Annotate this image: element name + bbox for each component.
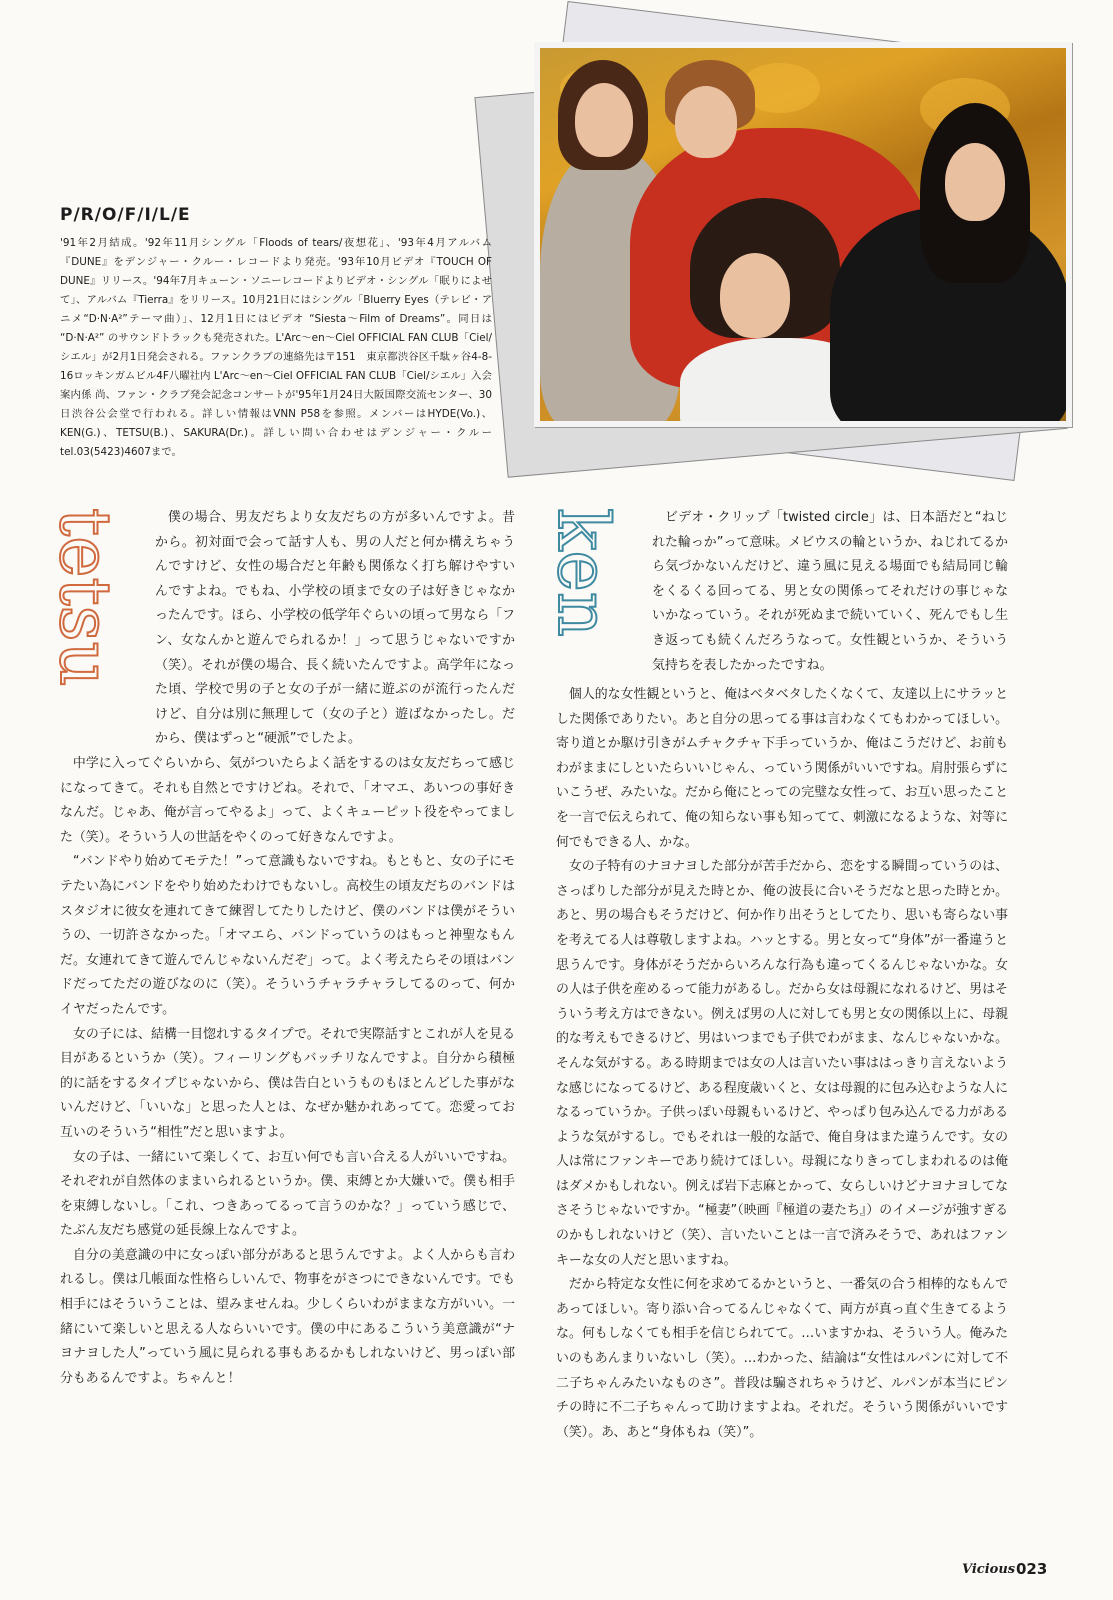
ken-paragraph-2: 女の子特有のナヨナヨした部分が苦手だから、恋をする瞬間っていうのは、さっぱりした部分が見えた時とか、俺の波長に合いそうだなと思った時とか。あと、男の場合もそうだけど、何か作り出そうとしてたり、思いも寄らない事を考えてる人は尊敬しますよね。ハッとする。男と女って“身体”が一番違うと思うんです。身体がそうだからいろんな行為も違ってくるんじゃないかな。女の人は子供を産めるって能力があるし。だから女は母親になれるけど、男はそういう考え方はできない。例えば男の人に対しても男と女の関係以上に、母親的な考えもできるけど、男はいつまでも子供でわがまま、なんじゃないかな。そんな気がする。ある時期までは女の人は言いたい事ははっきり言えないような感じになってるけど、ある程度歳いくと、女は母親的に包み込むような人になるっていうか。子供っぽい母親もいるけど、やっぱり包み込んでる力があるような気がするし。でもそれは一般的な話で、俺自身はまた違うんです。女の人は常にファンキーであり続けてほしい。母親になりきってしまわれるのは俺はダメかもしれない。例えば岩下志麻とかって、女らしいけどナヨナヨしてなさそうじゃないですか。“極妻”（映画『極道の妻たち』）のイメージが強すぎるのかもしれないけど（笑）、言いたいことは一言で済みそうで、あれはファンキーな女の人だと思いますね。 <box>556 859 1008 1268</box>
tetsu-article-body <box>60 752 515 1391</box>
tetsu-paragraph-5: 自分の美意識の中に女っぽい部分があると思うんですよ。よく人からも言われるし。僕は几帳面な性格らしいんで、物事をがさつにできないんです。でも相手にはそういうことは、望みませんね。少しくらいわがままな方がいい。一緒にいて楽しいと思える人ならいいです。僕の中にあるこういう美意識が“ナヨナヨした人”っていう風に見られる事もあるかもしれないけど、男っぽい部分もあるんですよ。ちゃんと！ <box>60 1247 515 1386</box>
ken-intro-column <box>652 506 1008 681</box>
ken-intro-paragraph: ビデオ・クリップ「twisted circle」は、日本語だと“ねじれた輪っか”って意味。メビウスの輪というか、ねじれてるから気づかないんだけど、違う風に見える場面でも結局同じ輪をくるくる回ってる、男と女の関係ってそれだけの事じゃないかなっていう。それが死ぬまで続いていく、死んでもし生き返っても続くんだろうなって。女性観というか、そういう気持ちを表したかったですね。 <box>652 510 1008 673</box>
tetsu-intro-column <box>155 506 515 749</box>
tetsu-paragraph-1: 中学に入ってぐらいから、気がついたらよく話をするのは女友だちって感じになってきて。それも自然とですけどね。それで、「オマエ、あいつの事好きなんだ。じゃあ、俺が言ってやるよ」って、よくキューピット役をやってました（笑）。そういう人の世話をやくのって好きなんですよ。 <box>60 756 515 845</box>
tetsu-paragraph-3: 女の子には、結構一目惚れするタイプで。それで実際話すとこれが人を見る目があるというか（笑）。フィーリングもバッチリなんですよ。自分から積極的に話をするタイプじゃないから、僕は告白というものもほとんどした事がないんだけど、「いいな」と思った人とは、なぜか魅かれあってて。恋愛ってお互いのそういう“相性”だと思いますよ。 <box>60 1026 515 1140</box>
profile-heading: P/R/O/F/I/L/E <box>60 205 191 225</box>
profile-body: '91年2月結成。'92年11月シングル「Floods of tears/夜想花」、'93年4月アルバム『DUNE』をデンジャー・クルー・レコードより発売。'93年10月ビデオ『TOUCH OF DUNE』リリース。'94年7月キューン・ソニーレコードよりビデオ・シングル「眠りによせて」、アルバム『Tierra』をリリース。10月21日にはシングル「Bluerry Eyes（テレビ・アニメ“D·N·A²”テーマ曲）」、12月1日にはビデオ “Siesta〜Film of Dreams”。同日は “D·N·A²” のサウンドトラックも発売された。L'Arc〜en〜Ciel OFFICIAL FAN CLUB「Ciel/シエル」が2月1日発会される。ファンクラブの連絡先は〒151 東京都渋谷区千駄ヶ谷4-8-16ロッキンガムビル4F八曜社内 L'Arc〜en〜Ciel OFFICIAL FAN CLUB「Ciel/シエル」入会案内係 尚、ファン・クラブ発会記念コンサートが'95年1月24日大阪国際交流センター、30日渋谷公会堂で行われる。詳しい情報はVNN P58を参照。メンバーはHYDE(Vo.)、KEN(G.)、TETSU(B.)、SAKURA(Dr.)。詳しい問い合わせはデンジャー・クルー tel.03(5423)4607まで。 <box>60 237 492 458</box>
magazine-brand: Vicious <box>962 1562 1016 1577</box>
ken-name-title: ken <box>542 508 624 637</box>
band-photo <box>534 42 1072 427</box>
ken-article-body <box>556 683 1008 1445</box>
tetsu-paragraph-2: “バンドやり始めてモテた！”って意識もないですね。もともと、女の子にモテたい為にバンドをやり始めたわけでもないし。高校生の頃友だちのバンドはスタジオに彼女を連れてきて練習してたりしたけど、僕のバンドは僕がそういうの、一切許さなかった。「オマエら、バンドっていうのはもっと神聖なもんだ。女連れてきて遊んでんじゃないんだぞ」って。よく考えたらその頃はバンドだってただの遊びなのに（笑）。そういうチャラチャラしてるのって、何かイヤだったんです。 <box>60 854 515 1017</box>
page-number: 023 <box>1016 1560 1048 1578</box>
ken-paragraph-3: だから特定な女性に何を求めてるかというと、一番気の合う相棒的なもんであってほしい。寄り添い合ってるんじゃなくて、両方が真っ直ぐ生きてるような。何もしなくても相手を信じられてて。…いますかね、そういう人。俺みたいのもあんまりいないし（笑）。…わかった、結論は“女性はルパンに対して不二子ちゃんみたいなものさ”。普段は騙されちゃうけど、ルパンが本当にピンチの時に不二子ちゃんって助けますよね。それだ。そういう関係がいいです（笑）。あ、あと“身体もね（笑）”。 <box>556 1277 1008 1440</box>
tetsu-intro-paragraph: 僕の場合、男友だちより女友だちの方が多いんですよ。昔から。初対面で会って話す人も、男の人だと何か構えちゃうんですけど、女性の場合だと年齢も関係なく打ち解けやすいんですよね。でもね、小学校の頃まで女の子は好きじゃなかったんです。ほら、小学校の低学年ぐらいの頃って男なら「フン、女なんかと遊んでられるか！」って思うじゃないですか（笑）。それが僕の場合、長く続いたんですよ。高学年になった頃、学校で男の子と女の子が一緒に遊ぶのが流行ったんだけど、自分は別に無理して（女の子と）遊ばなかったし。だから、僕はずっと“硬派”でしたよ。 <box>155 510 515 747</box>
tetsu-name-title: tetsu <box>44 508 126 687</box>
ken-paragraph-1: 個人的な女性観というと、俺はベタベタしたくなくて、友達以上にサラッとした関係でありたい。あと自分の思ってる事は言わなくてもわかってほしい。寄り道とか駆け引きがムチャクチャ下手っていうか、俺はこうだけど、お前もわがままにしといたらいいじゃん、っていう関係がいいですね。肩肘張らずにいこうぜ、みたいな。だから俺にとっての完璧な女性って、お互い思ったことを一言で伝えられて、俺の知らない事も知ってて、刺激になるような、対等に何でもできる人、かな。 <box>556 687 1008 850</box>
tetsu-paragraph-4: 女の子は、一緒にいて楽しくて、お互い何でも言い合える人がいいですね。それぞれが自然体のままいられるというか。僕、束縛とか大嫌いで。僕も相手を束縛しないし。「これ、つきあってるって言うのかな？」っていう感じで、たぶん友だち感覚の延長線上なんですよ。 <box>60 1149 515 1239</box>
